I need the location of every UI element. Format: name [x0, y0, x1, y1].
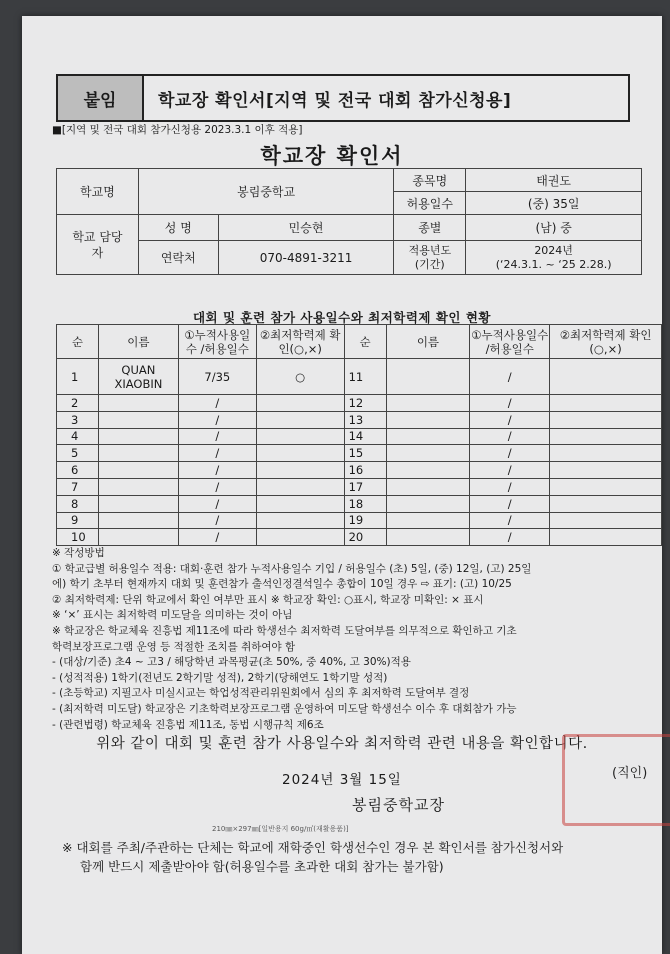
table-row — [57, 445, 662, 462]
row-no: 6 — [57, 462, 99, 479]
row-days: / — [470, 529, 550, 546]
bottom-note — [62, 838, 652, 876]
col-name: 이름 — [98, 325, 178, 359]
header-box — [56, 74, 630, 122]
paper-spec: 210㎜×297㎜[일반용지 60g/㎡(재활용품)] — [212, 825, 349, 833]
records-table — [56, 324, 662, 546]
applicability-note: ■[지역 및 전국 대회 참가신청용 2023.3.1 이후 적용] — [52, 124, 303, 136]
section-title: 대회 및 훈련 참가 사용일수와 최저학력제 확인 현황 — [192, 310, 492, 325]
row-days: / — [178, 445, 256, 462]
row-name — [98, 395, 178, 412]
document-paper — [22, 16, 662, 954]
table-row — [57, 512, 662, 529]
col-no: 순 — [57, 325, 99, 359]
row-no: 13 — [344, 411, 386, 428]
row-name — [98, 411, 178, 428]
row-name — [386, 529, 470, 546]
row-name — [98, 512, 178, 529]
staff-label: 학교 담당자 — [57, 215, 139, 275]
row-no: 14 — [344, 428, 386, 445]
type-value: (남) 중 — [466, 215, 642, 241]
row-name — [386, 411, 470, 428]
row-days: / — [470, 359, 550, 395]
table-row — [57, 428, 662, 445]
row-days: / — [470, 495, 550, 512]
instruction-line: - (초등학교) 지필고사 미실시교는 학업성적관리위원회에서 심의 후 최저학력 도달여부 결정 — [52, 687, 470, 700]
col-name-right: 이름 — [386, 325, 470, 359]
instruction-line: ※ 학교장은 학교체육 진흥법 제11조에 따라 학생선수 최저학력 도달여부를 의무적으로 확인하고 기초 — [52, 624, 517, 637]
row-days: / — [470, 395, 550, 412]
row-days: / — [178, 395, 256, 412]
row-name — [98, 462, 178, 479]
row-days: / — [178, 529, 256, 546]
table-row — [57, 478, 662, 495]
seal-label: (직인) — [612, 766, 648, 781]
row-days: / — [178, 462, 256, 479]
row-name: QUAN XIAOBIN — [98, 359, 178, 395]
row-no: 12 — [344, 395, 386, 412]
event-label: 종목명 — [394, 169, 466, 192]
row-min — [256, 529, 344, 546]
row-name — [98, 445, 178, 462]
row-no: 16 — [344, 462, 386, 479]
event-value: 태권도 — [466, 169, 642, 192]
row-min — [550, 495, 662, 512]
row-name — [386, 395, 470, 412]
row-min — [256, 512, 344, 529]
row-no: 20 — [344, 529, 386, 546]
row-name — [386, 462, 470, 479]
records-header-row — [57, 325, 662, 359]
bottom-note-line-1: ※ 대회를 주최/주관하는 단체는 학교에 재학중인 학생선수인 경우 본 확인서를 참가신청서와 — [62, 840, 564, 855]
row-days: / — [470, 478, 550, 495]
row-name — [386, 445, 470, 462]
instruction-line: - (대상/기준) 초4 ~ 고3 / 해당학년 과목평균(초 50%, 중 40%, 고 30%)적용 — [52, 656, 411, 669]
row-name — [386, 495, 470, 512]
confirm-statement: 위와 같이 대회 및 훈련 참가 사용일수와 최저학력 관련 내용을 확인합니다. — [96, 736, 588, 752]
instruction-line: - (관련법령) 학교체육 진흥법 제11조, 동법 시행규칙 제6조 — [52, 718, 324, 731]
row-min — [256, 445, 344, 462]
instruction-line: 에) 학기 초부터 현재까지 대회 및 훈련참가 출석인정결석일수 총합이 10일 경우 ⇨ 표기: (고) 10/25 — [52, 578, 512, 591]
table-row — [57, 411, 662, 428]
row-min — [256, 395, 344, 412]
allowed-days-label: 허용일수 — [394, 192, 466, 215]
row-min — [550, 428, 662, 445]
col-days: ①누적사용일수 /허용일수 — [178, 325, 256, 359]
header-title: 학교장 확인서[지역 및 전국 대회 참가신청용] — [158, 90, 512, 111]
row-min — [550, 512, 662, 529]
school-label: 학교명 — [57, 169, 139, 215]
row-no: 3 — [57, 411, 99, 428]
instruction-line: 학력보장프로그램 운영 등 적절한 조치를 취하여야 함 — [52, 640, 296, 653]
row-no: 15 — [344, 445, 386, 462]
page-title: 학교장 확인서 — [260, 144, 404, 168]
row-min — [550, 529, 662, 546]
row-days: / — [470, 411, 550, 428]
col-no-right: 순 — [344, 325, 386, 359]
type-label: 종별 — [394, 215, 466, 241]
row-days: / — [470, 462, 550, 479]
year-label: 적용년도 (기간) — [394, 241, 466, 275]
issue-date: 2024년 3월 15일 — [282, 772, 402, 788]
table-row — [57, 395, 662, 412]
row-days: / — [470, 428, 550, 445]
row-no: 11 — [344, 359, 386, 395]
col-min: ②최저학력제 확인(○,×) — [256, 325, 344, 359]
row-name — [386, 359, 470, 395]
row-no: 2 — [57, 395, 99, 412]
row-no: 8 — [57, 495, 99, 512]
instruction-line: ※ ‘×’ 표시는 최저학력 미도달을 의미하는 것이 아님 — [52, 609, 293, 622]
school-value: 봉림중학교 — [138, 169, 393, 215]
row-min — [550, 395, 662, 412]
row-no: 4 — [57, 428, 99, 445]
contact-label: 연락처 — [138, 241, 218, 275]
row-min — [256, 462, 344, 479]
row-days: / — [178, 495, 256, 512]
row-days: 7/35 — [178, 359, 256, 395]
year-value-year: 2024년 — [534, 243, 573, 257]
writing-instructions — [52, 546, 664, 733]
row-name — [98, 478, 178, 495]
row-days: / — [178, 478, 256, 495]
row-min — [550, 359, 662, 395]
row-min — [550, 445, 662, 462]
row-min — [256, 495, 344, 512]
instruction-line: ② 최저학력제: 단위 학교에서 확인 여부만 표시 ※ 학교장 확인: ○표시, 학교장 미확인: × 표시 — [52, 593, 484, 606]
bottom-note-line-2: 함께 반드시 제출받아야 함(허용일수를 초과한 대회 참가는 불가함) — [80, 859, 444, 874]
row-min — [256, 478, 344, 495]
row-min: ○ — [256, 359, 344, 395]
instruction-line: ※ 작성방법 — [52, 547, 105, 559]
row-name — [98, 428, 178, 445]
instruction-line: - (최저학력 미도달) 학교장은 기초학력보장프로그램 운영하여 미도달 학생선수 이수 후 대회참가 가능 — [52, 702, 517, 715]
row-name — [386, 512, 470, 529]
row-no: 9 — [57, 512, 99, 529]
row-no: 19 — [344, 512, 386, 529]
row-no: 5 — [57, 445, 99, 462]
allowed-days-value: (중) 35일 — [466, 192, 642, 215]
table-row — [57, 359, 662, 395]
row-no: 10 — [57, 529, 99, 546]
name-value: 민승현 — [218, 215, 394, 241]
row-no: 17 — [344, 478, 386, 495]
row-days: / — [178, 428, 256, 445]
name-label: 성 명 — [138, 215, 218, 241]
year-value — [466, 241, 642, 275]
table-row — [57, 529, 662, 546]
row-days: / — [470, 445, 550, 462]
col-days-right: ①누적사용일수 /허용일수 — [470, 325, 550, 359]
row-no: 1 — [57, 359, 99, 395]
row-name — [386, 428, 470, 445]
row-min — [256, 428, 344, 445]
row-no: 7 — [57, 478, 99, 495]
row-days: / — [178, 512, 256, 529]
row-no: 18 — [344, 495, 386, 512]
table-row — [57, 462, 662, 479]
contact-value: 070-4891-3211 — [218, 241, 394, 275]
row-min — [550, 462, 662, 479]
school-info-table — [56, 168, 642, 275]
instruction-line: ① 학교급별 허용일수 적용: 대회·훈련 참가 누적사용일수 기입 / 허용일수 (초) 5일, (중) 12일, (고) 25일 — [52, 562, 532, 575]
year-value-period: (‘24.3.1. ~ ‘25 2.28.) — [495, 257, 612, 271]
row-days: / — [470, 512, 550, 529]
col-min-right: ②최저학력제 확인(○,×) — [550, 325, 662, 359]
row-min — [550, 478, 662, 495]
row-name — [98, 495, 178, 512]
table-row — [57, 495, 662, 512]
row-min — [256, 411, 344, 428]
attachment-tag: 붙임 — [58, 76, 144, 120]
instruction-line: - (성적적용) 1학기(전년도 2학기말 성적), 2학기(당해연도 1학기말 성적) — [52, 671, 388, 684]
row-min — [550, 411, 662, 428]
row-days: / — [178, 411, 256, 428]
principal-signature: 봉림중학교장 — [352, 796, 445, 814]
row-name — [386, 478, 470, 495]
row-name — [98, 529, 178, 546]
